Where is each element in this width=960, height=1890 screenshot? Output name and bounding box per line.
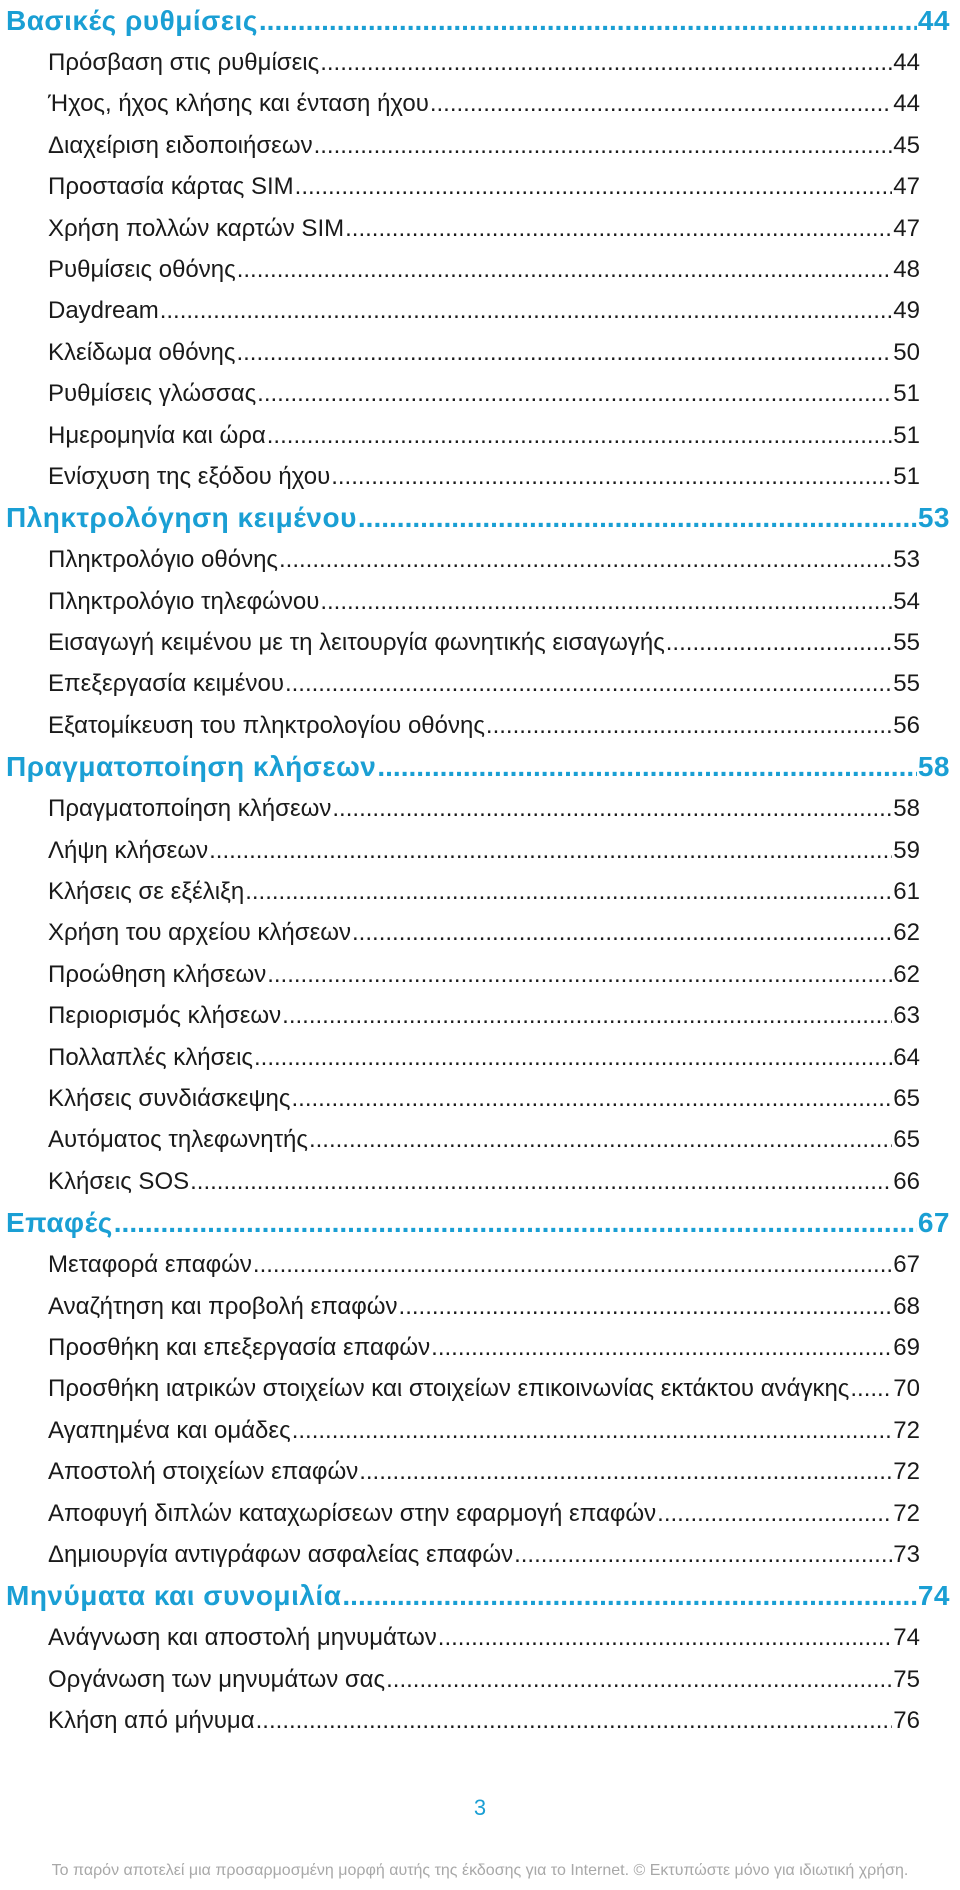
toc-entry[interactable]: [0, 788, 960, 829]
entry-title: Αυτόματος τηλεφωνητής: [48, 1126, 308, 1154]
entry-page-number: 67: [893, 1251, 920, 1279]
toc-entry[interactable]: [0, 1617, 960, 1658]
dot-leader: [256, 1700, 893, 1741]
section-title: Επαφές: [6, 1207, 113, 1239]
dot-leader: [282, 995, 892, 1036]
entry-page-number: 56: [893, 711, 920, 739]
toc-entry[interactable]: [0, 1327, 960, 1368]
dot-leader: [114, 1202, 917, 1244]
entry-page-number: 69: [893, 1333, 920, 1361]
entry-title: Εισαγωγή κειμένου με τη λειτουργία φωνητικής εισαγωγής: [48, 629, 665, 657]
entry-title: Ήχος, ήχος κλήσης και ένταση ήχου: [48, 90, 429, 118]
section-page-number: 74: [917, 1580, 950, 1612]
dot-leader: [285, 663, 892, 704]
entry-title: Κλήσεις συνδιάσκεψης: [48, 1084, 291, 1112]
dot-leader: [253, 1244, 892, 1285]
toc-section-heading[interactable]: [0, 746, 960, 788]
toc-entry[interactable]: [0, 954, 960, 995]
toc-entry[interactable]: [0, 995, 960, 1036]
entry-page-number: 44: [893, 49, 920, 76]
toc-entry[interactable]: [0, 125, 960, 166]
entry-title: Μεταφορά επαφών: [48, 1251, 252, 1279]
entry-title: Πληκτρολόγιο τηλεφώνου: [48, 587, 320, 615]
dot-leader: [514, 1534, 892, 1575]
entry-page-number: 62: [893, 919, 920, 947]
entry-page-number: 44: [893, 90, 920, 118]
toc-entry[interactable]: [0, 581, 960, 622]
toc-section-heading[interactable]: [0, 497, 960, 539]
section-page-number: 44: [917, 5, 950, 36]
dot-leader: [245, 871, 892, 912]
toc-entry[interactable]: [0, 1244, 960, 1285]
toc-entry[interactable]: [0, 456, 960, 497]
toc-section: [0, 746, 960, 1202]
toc-entry[interactable]: [0, 1659, 960, 1700]
entry-page-number: 45: [893, 131, 920, 159]
toc-entry[interactable]: [0, 1078, 960, 1119]
entry-page-number: 66: [893, 1167, 920, 1195]
toc-entry[interactable]: [0, 830, 960, 871]
toc-section-heading[interactable]: [0, 1202, 960, 1244]
dot-leader: [331, 456, 892, 497]
entry-page-number: 55: [893, 629, 920, 657]
entry-title: Πρόσβαση στις ρυθμίσεις: [48, 49, 320, 76]
toc-entry[interactable]: [0, 1410, 960, 1451]
dot-leader: [332, 788, 892, 829]
dot-leader: [292, 1410, 893, 1451]
toc-entry[interactable]: [0, 912, 960, 953]
entry-title: Ρυθμίσεις γλώσσας: [48, 380, 257, 408]
toc-entry[interactable]: [0, 705, 960, 746]
entry-title: Ρυθμίσεις οθόνης: [48, 255, 236, 283]
dot-leader: [267, 415, 893, 456]
entry-title: Κλήση από μήνυμα: [48, 1707, 255, 1735]
dot-leader: [160, 290, 893, 331]
dot-leader: [190, 1161, 892, 1202]
dot-leader: [237, 249, 893, 290]
entry-page-number: 59: [893, 836, 920, 864]
dot-leader: [666, 622, 893, 663]
entry-title: Κλείδωμα οθόνης: [48, 338, 236, 366]
entry-page-number: 70: [893, 1375, 920, 1403]
toc-entry[interactable]: [0, 83, 960, 124]
toc-entry[interactable]: [0, 1119, 960, 1160]
entry-page-number: 55: [893, 670, 920, 698]
dot-leader: [377, 746, 916, 788]
entry-title: Πολλαπλές κλήσεις: [48, 1043, 253, 1071]
dot-leader: [345, 208, 892, 249]
toc-entry[interactable]: [0, 290, 960, 331]
entry-page-number: 76: [893, 1707, 920, 1735]
entry-title: Ενίσχυση της εξόδου ήχου: [48, 462, 331, 490]
entry-title: Επεξεργασία κειμένου: [48, 670, 284, 698]
toc-section: [0, 0, 960, 497]
dot-leader: [352, 912, 892, 953]
entry-title: Ανάγνωση και αποστολή μηνυμάτων: [48, 1624, 437, 1652]
toc-entry[interactable]: [0, 1451, 960, 1492]
dot-leader: [259, 0, 917, 42]
toc-entry[interactable]: [0, 208, 960, 249]
entry-page-number: 72: [893, 1499, 920, 1527]
toc-entry[interactable]: [0, 1368, 960, 1409]
entry-page-number: 64: [893, 1043, 920, 1071]
dot-leader: [657, 1493, 892, 1534]
dot-leader: [399, 1286, 893, 1327]
entry-title: Χρήση πολλών καρτών SIM: [48, 214, 345, 242]
toc-section-heading[interactable]: [0, 1575, 960, 1617]
entry-title: Προσθήκη ιατρικών στοιχείων και στοιχείων επικοινωνίας εκτάκτου ανάγκης: [48, 1375, 850, 1403]
section-page-number: 58: [917, 751, 950, 783]
entry-title: Εξατομίκευση του πληκτρολογίου οθόνης: [48, 711, 485, 739]
dot-leader: [291, 1078, 892, 1119]
toc-entry[interactable]: [0, 622, 960, 663]
section-title: Πληκτρολόγηση κειμένου: [6, 502, 357, 534]
entry-page-number: 51: [893, 421, 920, 449]
dot-leader: [309, 1119, 892, 1160]
entry-page-number: 54: [893, 587, 920, 615]
toc-section: [0, 1575, 960, 1741]
entry-title: Προώθηση κλήσεων: [48, 960, 267, 988]
entry-page-number: 73: [893, 1540, 920, 1568]
entry-title: Πληκτρολόγιο οθόνης: [48, 546, 278, 574]
entry-title: Αποστολή στοιχείων επαφών: [48, 1458, 359, 1486]
entry-page-number: 47: [893, 173, 920, 201]
dot-leader: [257, 373, 892, 414]
entry-page-number: 48: [893, 255, 920, 283]
entry-title: Περιορισμός κλήσεων: [48, 1002, 282, 1030]
entry-title: Χρήση του αρχείου κλήσεων: [48, 919, 352, 947]
entry-title: Διαχείριση ειδοποιήσεων: [48, 131, 313, 159]
dot-leader: [254, 1037, 892, 1078]
dot-leader: [314, 125, 893, 166]
entry-page-number: 75: [893, 1665, 920, 1693]
entry-title: Δημιουργία αντιγράφων ασφαλείας επαφών: [48, 1540, 514, 1568]
dot-leader: [267, 954, 892, 995]
section-title: Βασικές ρυθμίσεις: [6, 5, 258, 36]
entry-title: Αγαπημένα και ομάδες: [48, 1416, 291, 1444]
dot-leader: [359, 1451, 892, 1492]
toc-entry[interactable]: [0, 249, 960, 290]
entry-title: Αποφυγή διπλών καταχωρίσεων στην εφαρμογή επαφών: [48, 1499, 657, 1527]
toc-section-heading[interactable]: [0, 0, 960, 42]
dot-leader: [386, 1659, 892, 1700]
entry-page-number: 68: [893, 1292, 920, 1320]
entry-page-number: 51: [893, 462, 920, 490]
entry-page-number: 50: [893, 338, 920, 366]
entry-title: Αναζήτηση και προβολή επαφών: [48, 1292, 398, 1320]
dot-leader: [342, 1575, 916, 1617]
entry-title: Ημερομηνία και ώρα: [48, 421, 266, 449]
entry-title: Οργάνωση των μηνυμάτων σας: [48, 1665, 386, 1693]
toc-section: [0, 1202, 960, 1575]
entry-title: Προστασία κάρτας SIM: [48, 173, 294, 201]
dot-leader: [320, 42, 892, 83]
entry-title: Daydream: [48, 297, 159, 325]
dot-leader: [430, 83, 892, 124]
toc-entry[interactable]: [0, 1534, 960, 1575]
section-title: Πραγματοποίηση κλήσεων: [6, 751, 377, 783]
dot-leader: [279, 539, 892, 580]
footer-notice: Το παρόν αποτελεί μια προσαρμοσμένη μορφή αυτής της έκδοσης για το Internet. © Εκτυπώστε μόνο για ιδιωτική χρήση.: [51, 1862, 909, 1879]
entry-title: Κλήσεις SOS: [48, 1167, 190, 1195]
toc-entry[interactable]: [0, 1493, 960, 1534]
page-number: 3: [473, 1795, 487, 1820]
toc-entry[interactable]: [0, 415, 960, 456]
toc-section: [0, 497, 960, 746]
entry-title: Προσθήκη και επεξεργασία επαφών: [48, 1333, 431, 1361]
toc-entry[interactable]: [0, 1700, 960, 1741]
toc-entry[interactable]: [0, 332, 960, 373]
entry-page-number: 65: [893, 1084, 920, 1112]
dot-leader: [438, 1617, 893, 1658]
entry-page-number: 61: [893, 878, 920, 906]
dot-leader: [320, 581, 892, 622]
entry-page-number: 62: [893, 960, 920, 988]
entry-page-number: 47: [893, 214, 920, 242]
dot-leader: [486, 705, 892, 746]
entry-page-number: 58: [893, 795, 920, 823]
entry-page-number: 51: [893, 380, 920, 408]
section-page-number: 67: [917, 1207, 950, 1239]
toc-entry[interactable]: [0, 373, 960, 414]
entry-title: Κλήσεις σε εξέλιξη: [48, 878, 245, 906]
dot-leader: [358, 497, 917, 539]
dot-leader: [209, 830, 892, 871]
entry-page-number: 63: [893, 1002, 920, 1030]
toc-entry[interactable]: [0, 42, 960, 83]
toc-entry[interactable]: [0, 166, 960, 207]
entry-page-number: 65: [893, 1126, 920, 1154]
entry-page-number: 53: [893, 546, 920, 574]
toc-entry[interactable]: [0, 663, 960, 704]
section-page-number: 53: [917, 502, 950, 534]
toc-entry[interactable]: [0, 1037, 960, 1078]
entry-title: Πραγματοποίηση κλήσεων: [48, 795, 332, 823]
entry-page-number: 72: [893, 1416, 920, 1444]
dot-leader: [295, 166, 893, 207]
entry-page-number: 72: [893, 1458, 920, 1486]
toc-entry[interactable]: [0, 1286, 960, 1327]
toc-entry[interactable]: [0, 871, 960, 912]
dot-leader: [431, 1327, 892, 1368]
toc-entry[interactable]: [0, 1161, 960, 1202]
dot-leader: [236, 332, 892, 373]
entry-title: Λήψη κλήσεων: [48, 836, 209, 864]
entry-page-number: 49: [893, 297, 920, 325]
section-title: Μηνύματα και συνομιλία: [6, 1580, 342, 1612]
toc-entry[interactable]: [0, 539, 960, 580]
entry-page-number: 74: [893, 1624, 920, 1652]
dot-leader: [850, 1368, 892, 1409]
